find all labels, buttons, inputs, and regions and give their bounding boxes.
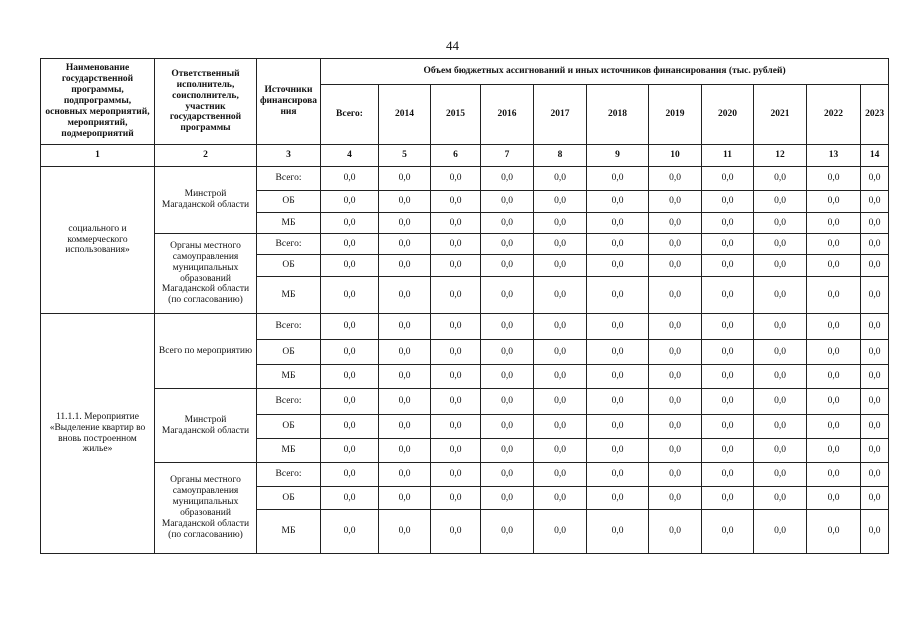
- value-cell: 0,0: [649, 167, 702, 191]
- value-cell: 0,0: [861, 234, 889, 255]
- header-volume: Объем бюджетных ассигнований и иных источников финансирования (тыс. рублей): [321, 59, 889, 85]
- value-cell: 0,0: [587, 365, 649, 389]
- executor-cell: Органы местного самоуправления муниципальных образований Магаданской области (по согласованию): [155, 463, 257, 554]
- value-cell: 0,0: [321, 487, 379, 510]
- column-number: 3: [257, 145, 321, 167]
- value-cell: 0,0: [754, 340, 807, 365]
- value-cell: 0,0: [379, 389, 431, 415]
- value-cell: 0,0: [649, 314, 702, 340]
- value-cell: 0,0: [321, 389, 379, 415]
- value-cell: 0,0: [649, 255, 702, 277]
- value-cell: 0,0: [587, 340, 649, 365]
- value-cell: 0,0: [649, 487, 702, 510]
- value-cell: 0,0: [861, 314, 889, 340]
- value-cell: 0,0: [431, 389, 481, 415]
- value-cell: 0,0: [481, 277, 534, 314]
- value-cell: 0,0: [702, 365, 754, 389]
- value-cell: 0,0: [807, 389, 861, 415]
- value-cell: 0,0: [807, 255, 861, 277]
- value-cell: 0,0: [481, 487, 534, 510]
- table-row: [41, 314, 889, 340]
- value-cell: 0,0: [702, 255, 754, 277]
- value-cell: 0,0: [379, 365, 431, 389]
- header-executor: Ответственный исполнитель, соисполнитель, участник государственной программы: [155, 59, 257, 145]
- value-cell: 0,0: [649, 213, 702, 234]
- value-cell: 0,0: [321, 510, 379, 554]
- value-cell: 0,0: [702, 463, 754, 487]
- value-cell: 0,0: [431, 463, 481, 487]
- value-cell: 0,0: [481, 213, 534, 234]
- value-cell: 0,0: [379, 277, 431, 314]
- value-cell: 0,0: [481, 439, 534, 463]
- page-number: 44: [446, 38, 459, 53]
- value-cell: 0,0: [431, 213, 481, 234]
- executor-cell: Органы местного самоуправления муниципальных образований Магаданской области (по согласованию): [155, 234, 257, 314]
- value-cell: 0,0: [754, 487, 807, 510]
- value-cell: 0,0: [321, 314, 379, 340]
- value-cell: 0,0: [431, 167, 481, 191]
- value-cell: 0,0: [702, 389, 754, 415]
- activity-name-cell: 11.1.1. Мероприятие «Выделение квартир во вновь построенном жилье»: [41, 314, 155, 554]
- value-cell: 0,0: [321, 365, 379, 389]
- value-cell: 0,0: [587, 255, 649, 277]
- executor-cell: Минстрой Магаданской области: [155, 167, 257, 234]
- value-cell: 0,0: [702, 314, 754, 340]
- column-number: 7: [481, 145, 534, 167]
- budget-table: [40, 58, 889, 554]
- value-cell: 0,0: [431, 277, 481, 314]
- value-cell: 0,0: [754, 255, 807, 277]
- value-cell: 0,0: [861, 255, 889, 277]
- value-cell: 0,0: [649, 439, 702, 463]
- value-cell: 0,0: [649, 234, 702, 255]
- value-cell: 0,0: [534, 463, 587, 487]
- column-number: 10: [649, 145, 702, 167]
- header-name: Наименование государственной программы, подпрограммы, основных мероприятий, мероприятий, подмероприятий: [41, 59, 155, 145]
- source-cell: Всего:: [257, 463, 321, 487]
- source-cell: МБ: [257, 213, 321, 234]
- value-cell: 0,0: [379, 340, 431, 365]
- value-cell: 0,0: [321, 277, 379, 314]
- value-cell: 0,0: [379, 314, 431, 340]
- value-cell: 0,0: [702, 439, 754, 463]
- value-cell: 0,0: [534, 365, 587, 389]
- value-cell: 0,0: [861, 389, 889, 415]
- source-cell: Всего:: [257, 167, 321, 191]
- value-cell: 0,0: [534, 389, 587, 415]
- source-cell: ОБ: [257, 255, 321, 277]
- value-cell: 0,0: [534, 213, 587, 234]
- value-cell: 0,0: [861, 415, 889, 439]
- value-cell: 0,0: [807, 415, 861, 439]
- header-year: 2014: [379, 85, 431, 145]
- value-cell: 0,0: [807, 191, 861, 213]
- source-cell: ОБ: [257, 487, 321, 510]
- executor-cell: Всего по мероприятию: [155, 314, 257, 389]
- value-cell: 0,0: [534, 277, 587, 314]
- executor-cell: Минстрой Магаданской области: [155, 389, 257, 463]
- column-number: 8: [534, 145, 587, 167]
- value-cell: 0,0: [861, 463, 889, 487]
- column-number: 4: [321, 145, 379, 167]
- table-row: [41, 463, 889, 487]
- value-cell: 0,0: [807, 510, 861, 554]
- value-cell: 0,0: [807, 365, 861, 389]
- value-cell: 0,0: [481, 463, 534, 487]
- column-number: 12: [754, 145, 807, 167]
- value-cell: 0,0: [861, 277, 889, 314]
- value-cell: 0,0: [754, 314, 807, 340]
- value-cell: 0,0: [754, 389, 807, 415]
- value-cell: 0,0: [321, 234, 379, 255]
- value-cell: 0,0: [754, 415, 807, 439]
- value-cell: 0,0: [807, 340, 861, 365]
- value-cell: 0,0: [587, 415, 649, 439]
- value-cell: 0,0: [861, 191, 889, 213]
- source-cell: Всего:: [257, 389, 321, 415]
- value-cell: 0,0: [587, 314, 649, 340]
- value-cell: 0,0: [861, 487, 889, 510]
- column-number: 5: [379, 145, 431, 167]
- table-row: [41, 234, 889, 255]
- value-cell: 0,0: [481, 510, 534, 554]
- value-cell: 0,0: [649, 365, 702, 389]
- source-cell: МБ: [257, 365, 321, 389]
- source-cell: ОБ: [257, 191, 321, 213]
- value-cell: 0,0: [379, 191, 431, 213]
- value-cell: 0,0: [587, 234, 649, 255]
- value-cell: 0,0: [861, 340, 889, 365]
- source-cell: ОБ: [257, 415, 321, 439]
- value-cell: 0,0: [379, 487, 431, 510]
- value-cell: 0,0: [379, 415, 431, 439]
- source-cell: МБ: [257, 277, 321, 314]
- header-total: Всего:: [321, 85, 379, 145]
- value-cell: 0,0: [587, 213, 649, 234]
- column-number: 14: [861, 145, 889, 167]
- value-cell: 0,0: [587, 167, 649, 191]
- value-cell: 0,0: [807, 463, 861, 487]
- value-cell: 0,0: [754, 191, 807, 213]
- value-cell: 0,0: [481, 255, 534, 277]
- value-cell: 0,0: [807, 167, 861, 191]
- value-cell: 0,0: [321, 191, 379, 213]
- value-cell: 0,0: [649, 340, 702, 365]
- value-cell: 0,0: [807, 314, 861, 340]
- value-cell: 0,0: [534, 439, 587, 463]
- value-cell: 0,0: [534, 191, 587, 213]
- value-cell: 0,0: [587, 439, 649, 463]
- header-sources: Источники финансирова ния: [257, 59, 321, 145]
- value-cell: 0,0: [861, 167, 889, 191]
- value-cell: 0,0: [702, 340, 754, 365]
- value-cell: 0,0: [649, 191, 702, 213]
- value-cell: 0,0: [807, 439, 861, 463]
- column-number: 13: [807, 145, 861, 167]
- value-cell: 0,0: [754, 365, 807, 389]
- value-cell: 0,0: [534, 415, 587, 439]
- source-cell: Всего:: [257, 234, 321, 255]
- value-cell: 0,0: [754, 510, 807, 554]
- value-cell: 0,0: [481, 314, 534, 340]
- value-cell: 0,0: [754, 439, 807, 463]
- value-cell: 0,0: [321, 439, 379, 463]
- value-cell: 0,0: [807, 487, 861, 510]
- header-year: 2015: [431, 85, 481, 145]
- value-cell: 0,0: [379, 439, 431, 463]
- header-year: 2016: [481, 85, 534, 145]
- value-cell: 0,0: [587, 389, 649, 415]
- value-cell: 0,0: [807, 277, 861, 314]
- value-cell: 0,0: [321, 167, 379, 191]
- value-cell: 0,0: [754, 463, 807, 487]
- value-cell: 0,0: [534, 487, 587, 510]
- value-cell: 0,0: [649, 389, 702, 415]
- value-cell: 0,0: [754, 234, 807, 255]
- value-cell: 0,0: [481, 415, 534, 439]
- value-cell: 0,0: [431, 255, 481, 277]
- column-number: 6: [431, 145, 481, 167]
- value-cell: 0,0: [379, 213, 431, 234]
- table-row: [41, 389, 889, 415]
- column-number: 1: [41, 145, 155, 167]
- value-cell: 0,0: [702, 277, 754, 314]
- value-cell: 0,0: [702, 415, 754, 439]
- source-cell: МБ: [257, 439, 321, 463]
- value-cell: 0,0: [481, 365, 534, 389]
- header-year: 2021: [754, 85, 807, 145]
- source-cell: ОБ: [257, 340, 321, 365]
- value-cell: 0,0: [431, 415, 481, 439]
- column-number: 11: [702, 145, 754, 167]
- value-cell: 0,0: [861, 439, 889, 463]
- value-cell: 0,0: [481, 234, 534, 255]
- value-cell: 0,0: [807, 234, 861, 255]
- value-cell: 0,0: [431, 234, 481, 255]
- value-cell: 0,0: [702, 191, 754, 213]
- source-cell: МБ: [257, 510, 321, 554]
- value-cell: 0,0: [534, 234, 587, 255]
- value-cell: 0,0: [321, 415, 379, 439]
- value-cell: 0,0: [861, 365, 889, 389]
- value-cell: 0,0: [587, 510, 649, 554]
- value-cell: 0,0: [534, 167, 587, 191]
- value-cell: 0,0: [534, 314, 587, 340]
- value-cell: 0,0: [321, 340, 379, 365]
- value-cell: 0,0: [534, 340, 587, 365]
- value-cell: 0,0: [321, 463, 379, 487]
- value-cell: 0,0: [754, 277, 807, 314]
- value-cell: 0,0: [861, 213, 889, 234]
- column-number-row: [41, 145, 889, 167]
- column-number: 2: [155, 145, 257, 167]
- value-cell: 0,0: [587, 463, 649, 487]
- value-cell: 0,0: [861, 510, 889, 554]
- value-cell: 0,0: [379, 234, 431, 255]
- value-cell: 0,0: [587, 487, 649, 510]
- header-year: 2017: [534, 85, 587, 145]
- value-cell: 0,0: [321, 255, 379, 277]
- value-cell: 0,0: [754, 213, 807, 234]
- value-cell: 0,0: [379, 463, 431, 487]
- value-cell: 0,0: [379, 167, 431, 191]
- value-cell: 0,0: [534, 255, 587, 277]
- value-cell: 0,0: [649, 277, 702, 314]
- source-cell: Всего:: [257, 314, 321, 340]
- header-year: 2019: [649, 85, 702, 145]
- value-cell: 0,0: [431, 510, 481, 554]
- value-cell: 0,0: [379, 510, 431, 554]
- value-cell: 0,0: [431, 314, 481, 340]
- value-cell: 0,0: [649, 415, 702, 439]
- value-cell: 0,0: [431, 191, 481, 213]
- value-cell: 0,0: [431, 340, 481, 365]
- value-cell: 0,0: [649, 510, 702, 554]
- value-cell: 0,0: [649, 463, 702, 487]
- value-cell: 0,0: [702, 167, 754, 191]
- value-cell: 0,0: [431, 365, 481, 389]
- value-cell: 0,0: [481, 389, 534, 415]
- value-cell: 0,0: [702, 213, 754, 234]
- header-year: 2023: [861, 85, 889, 145]
- value-cell: 0,0: [702, 487, 754, 510]
- value-cell: 0,0: [379, 255, 431, 277]
- header-year: 2022: [807, 85, 861, 145]
- value-cell: 0,0: [702, 510, 754, 554]
- value-cell: 0,0: [431, 487, 481, 510]
- value-cell: 0,0: [481, 191, 534, 213]
- value-cell: 0,0: [587, 191, 649, 213]
- value-cell: 0,0: [481, 167, 534, 191]
- value-cell: 0,0: [754, 167, 807, 191]
- column-number: 9: [587, 145, 649, 167]
- value-cell: 0,0: [481, 340, 534, 365]
- value-cell: 0,0: [321, 213, 379, 234]
- value-cell: 0,0: [534, 510, 587, 554]
- header-year: 2020: [702, 85, 754, 145]
- value-cell: 0,0: [702, 234, 754, 255]
- value-cell: 0,0: [431, 439, 481, 463]
- header-year: 2018: [587, 85, 649, 145]
- value-cell: 0,0: [587, 277, 649, 314]
- section-name-cell: социального и коммерческого использования»: [41, 167, 155, 314]
- table-row: [41, 167, 889, 191]
- value-cell: 0,0: [807, 213, 861, 234]
